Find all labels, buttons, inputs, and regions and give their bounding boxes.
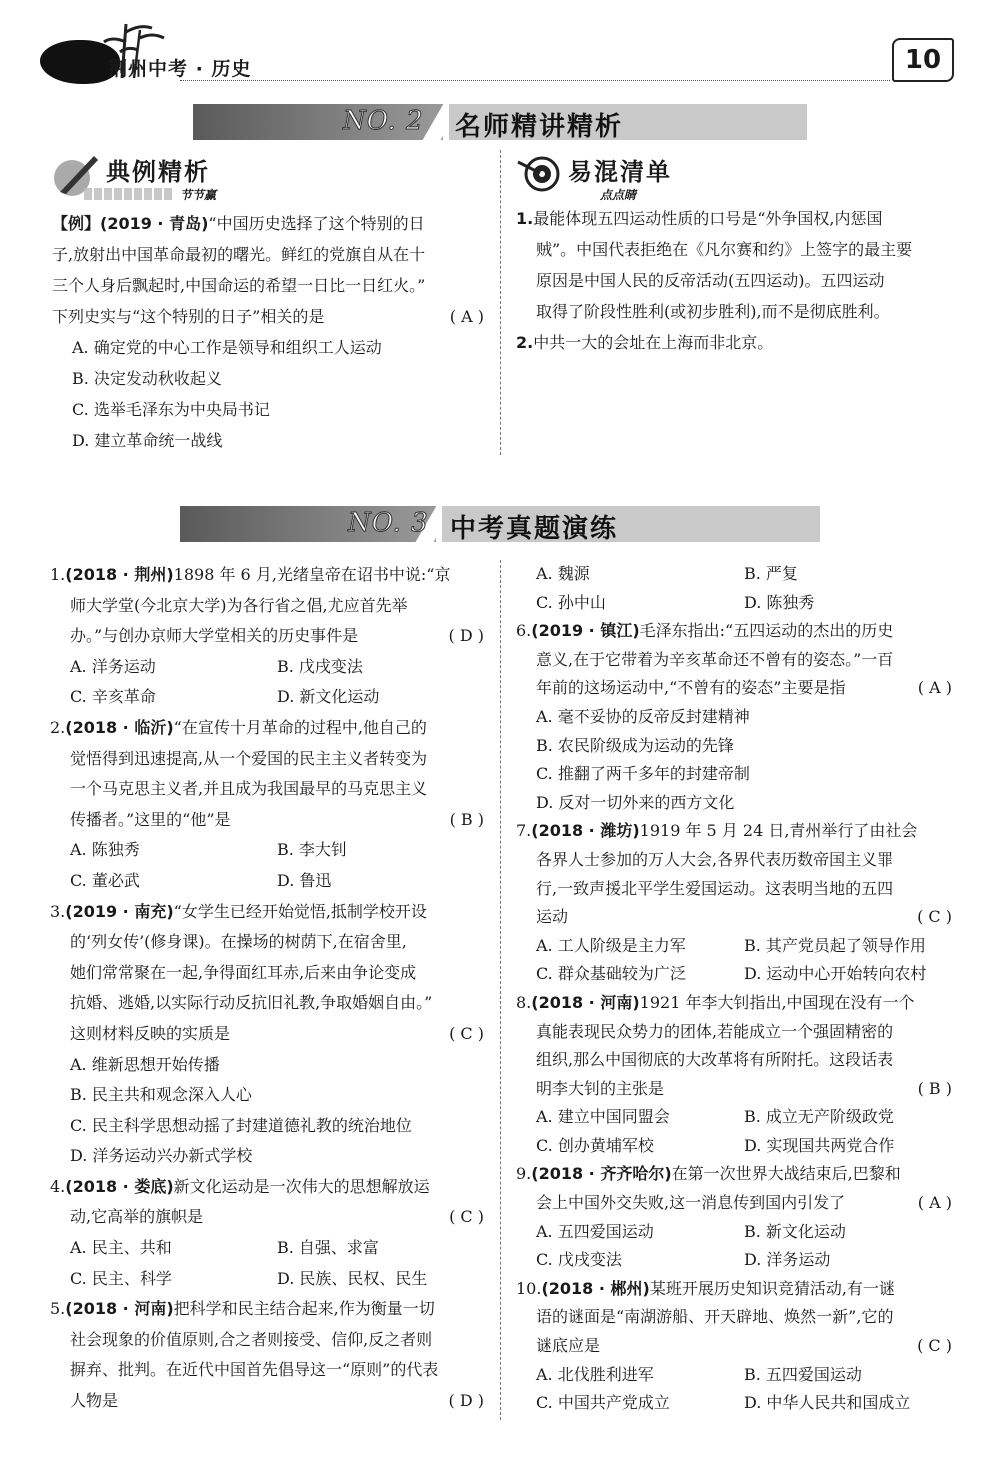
example-line: 三个人身后飘起时,中国命运的希望一日比一日红火。” (52, 276, 426, 295)
question-source: (2018 · 临沂) (65, 717, 174, 737)
question-4 (50, 1172, 484, 1203)
question-answer: ( C ) (917, 907, 952, 927)
question-line: 一个马克思主义者,并且成为我国最早的马克思主义 (70, 779, 428, 799)
option: A. 民主、共和 (70, 1238, 172, 1258)
question-line: “在宣传十月革命的过程中,他自己的 (173, 717, 427, 737)
question-3 (50, 897, 484, 928)
option: C. 董必武 (70, 870, 140, 890)
option: D. 民族、民权、民生 (277, 1268, 428, 1288)
example-option: D. 建立革命统一战线 (72, 431, 223, 450)
sub-title-example: 典例精析 (106, 158, 210, 186)
question-line: 动,它高举的旗帜是 (70, 1207, 204, 1227)
option: D. 洋务运动兴办新式学校 (70, 1146, 253, 1166)
example-line: 子,放射出中国革命最初的曙光。鲜红的党旗自从在十 (52, 245, 426, 264)
option: B. 严复 (744, 564, 798, 583)
column-divider (500, 150, 501, 455)
option: A. 建立中国同盟会 (536, 1107, 670, 1127)
question-5 (50, 1294, 484, 1325)
question-line: “女学生已经开始觉悟,抵制学校开设 (173, 901, 427, 921)
question-line: 语的谜面是“南湖游船、开天辟地、焕然一新”,它的 (536, 1307, 894, 1327)
question-line: 把科学和民主结合起来,作为衡量一切 (173, 1299, 435, 1319)
option: B. 自强、求富 (277, 1238, 379, 1258)
question-number: 5. (50, 1299, 66, 1319)
page-header (40, 20, 960, 90)
section-number: NO. 2 (343, 106, 424, 136)
option: C. 孙中山 (536, 592, 606, 612)
question-number: 6. (516, 621, 532, 641)
question-line: 各界人士参加的万人大会,各界代表历数帝国主义罪 (536, 849, 894, 869)
note-line: 中共一大的会址在上海而非北京。 (533, 333, 774, 352)
option: D. 中华人民共和国成立 (744, 1393, 911, 1413)
question-6 (516, 617, 952, 646)
question-line: 1898 年 6 月,光绪皇帝在诏书中说:“京 (173, 565, 451, 584)
question-answer: ( C ) (449, 1023, 484, 1043)
option: B. 成立无产阶级政党 (744, 1107, 894, 1127)
question-1 (50, 560, 484, 591)
question-line: 年前的这场运动中,“不曾有的姿态”主要是指 (536, 678, 846, 698)
question-answer: ( A ) (917, 678, 952, 698)
question-number: 10. (516, 1278, 542, 1298)
option: D. 陈独秀 (744, 592, 815, 612)
question-line: 某班开展历史知识竞猜活动,有一谜 (649, 1278, 895, 1298)
question-line: 新文化运动是一次伟大的思想解放运 (173, 1176, 430, 1196)
example-option: B. 决定发动秋收起义 (72, 369, 222, 388)
option: B. 新文化运动 (744, 1221, 846, 1241)
question-line: 会上中国外交失败,这一消息传到国内引发了 (536, 1193, 846, 1213)
sub-title-notes: 易混清单 (568, 158, 672, 186)
option: D. 新文化运动 (277, 687, 380, 707)
question-answer: ( B ) (449, 809, 484, 829)
option: B. 五四爱国运动 (744, 1364, 862, 1384)
question-line: 摒弃、批判。在近代中国首先倡导这一“原则”的代表 (70, 1360, 439, 1380)
question-8 (516, 989, 952, 1018)
question-line: 1921 年李大钊指出,中国现在没有一个 (639, 992, 915, 1012)
option: D. 鲁迅 (277, 870, 332, 890)
series-title: 荆州中考 · 历史 (108, 58, 252, 80)
option: B. 其产党员起了领导作用 (744, 935, 926, 955)
question-line: 1919 年 5 月 24 日,青州举行了由社会 (639, 821, 918, 841)
section-title: 名师精讲精析 (455, 112, 624, 142)
option: C. 辛亥革命 (70, 687, 156, 707)
question-line: 行,一致声援北平学生爱国运动。这表明当地的五四 (536, 878, 894, 898)
question-answer: ( A ) (917, 1193, 952, 1213)
question-line: 师大学堂(今北京大学)为各行省之倡,尤应首先举 (70, 595, 408, 615)
option: A. 洋务运动 (70, 656, 156, 676)
example-option: C. 选举毛泽东为中央局书记 (72, 400, 270, 419)
questions-right (516, 560, 952, 1418)
question-source: (2018 · 郴州) (541, 1278, 650, 1298)
option: A. 毫不妥协的反帝反封建精神 (536, 706, 750, 726)
question-answer: ( D ) (448, 626, 484, 646)
question-source: (2019 · 镇江) (531, 621, 640, 641)
option: D. 实现国共两党合作 (744, 1135, 895, 1155)
sub-tag-notes: 点点睛 (600, 188, 637, 202)
question-line: 传播者。”这里的“他”是 (70, 809, 231, 829)
question-7 (516, 817, 952, 846)
question-line: 觉悟得到迅速提高,从一个爱国的民主主义者转变为 (70, 748, 428, 768)
question-line: 明李大钊的主张是 (536, 1078, 665, 1098)
notes-list (516, 203, 952, 358)
note-line: 最能体现五四运动性质的口号是“外争国权,内惩国 (533, 209, 883, 228)
option: C. 群众基础较为广泛 (536, 964, 686, 984)
option: B. 农民阶级成为运动的先锋 (536, 735, 734, 755)
option: A. 魏源 (536, 564, 590, 583)
question-number: 1. (50, 565, 66, 584)
question-source: (2018 · 河南) (65, 1299, 174, 1319)
option: A. 五四爱国运动 (536, 1221, 654, 1241)
option: B. 李大钊 (277, 840, 347, 860)
question-source: (2018 · 河南) (531, 992, 640, 1012)
question-number: 8. (516, 992, 532, 1012)
note-line: 原因是中国人民的反帝活动(五四运动)。五四运动 (536, 271, 885, 290)
question-9 (516, 1160, 952, 1189)
option: C. 戊戌变法 (536, 1250, 622, 1270)
question-source: (2018 · 娄底) (65, 1176, 174, 1196)
question-answer: ( B ) (917, 1078, 952, 1098)
example-source: (2019 · 青岛) (100, 214, 209, 233)
example-answer: ( A ) (449, 307, 484, 326)
question-line: 她们常常聚在一起,争得面红耳赤,后来由争论变成 (70, 962, 417, 982)
example-question (52, 208, 484, 456)
example-tag: 【例】 (52, 214, 101, 233)
question-source: (2019 · 南充) (65, 901, 174, 921)
note-number: 1. (516, 209, 534, 228)
column-divider (500, 560, 501, 1420)
page-number: 10 (892, 38, 954, 82)
decor-bars (84, 188, 174, 200)
section-number: NO. 3 (348, 508, 429, 538)
question-answer: ( C ) (917, 1336, 952, 1356)
section-banner-2 (193, 104, 807, 140)
option: A. 维新思想开始传播 (70, 1054, 220, 1074)
question-10 (516, 1275, 952, 1304)
question-line: 在第一次世界大战结束后,巴黎和 (671, 1164, 901, 1184)
question-answer: ( C ) (449, 1207, 484, 1227)
header-divider (180, 80, 890, 81)
option: D. 运动中心开始转向农村 (744, 964, 927, 984)
note-line: 贼”。中国代表拒绝在《凡尔赛和约》上签字的最主要 (536, 240, 913, 259)
example-line: “中国历史选择了这个特别的日 (208, 214, 425, 233)
option: C. 民主科学思想动摇了封建道德礼教的统治地位 (70, 1115, 412, 1135)
question-source: (2018 · 齐齐哈尔) (531, 1164, 672, 1184)
question-line: 办。”与创办京师大学堂相关的历史事件是 (70, 626, 359, 646)
question-line: 社会现象的价值原则,合之者则接受、信仰,反之者则 (70, 1329, 433, 1349)
question-2 (50, 713, 484, 744)
question-number: 2. (50, 717, 66, 737)
question-number: 3. (50, 901, 66, 921)
option: C. 创办黄埔军校 (536, 1135, 654, 1155)
option: C. 中国共产党成立 (536, 1393, 670, 1413)
question-source: (2018 · 潍坊) (531, 821, 640, 841)
option: D. 洋务运动 (744, 1250, 831, 1270)
option: A. 北伐胜利进军 (536, 1364, 654, 1384)
note-number: 2. (516, 333, 534, 352)
option: B. 戊戌变法 (277, 656, 363, 676)
question-line: 意义,在于它带着为辛亥革命还不曾有的姿态。”一百 (536, 649, 894, 669)
question-answer: ( D ) (448, 1391, 484, 1411)
example-line: 下列史实与“这个特别的日子”相关的是 (52, 307, 325, 326)
question-number: 4. (50, 1176, 66, 1196)
question-line: 运动 (536, 907, 569, 927)
question-line: 谜底应是 (536, 1336, 601, 1356)
example-option: A. 确定党的中心工作是领导和组织工人运动 (72, 338, 382, 357)
question-line: 组织,那么中国彻底的大改革将有所附托。这段话表 (536, 1050, 894, 1070)
option: B. 民主共和观念深入人心 (70, 1085, 252, 1105)
question-line: 真能表现民众势力的团体,若能成立一个强固精密的 (536, 1021, 894, 1041)
option: D. 反对一切外来的西方文化 (536, 792, 735, 812)
section-title: 中考真题演练 (450, 514, 619, 544)
question-line: 毛泽东指出:“五四运动的杰出的历史 (639, 621, 894, 641)
option: A. 陈独秀 (70, 840, 140, 860)
question-number: 7. (516, 821, 532, 841)
question-number: 9. (516, 1164, 532, 1184)
note-line: 取得了阶段性胜利(或初步胜利),而不是彻底胜利。 (536, 302, 890, 321)
question-line: 人物是 (70, 1391, 119, 1411)
option: A. 工人阶级是主力军 (536, 935, 686, 955)
section-banner-3 (180, 506, 820, 542)
option: C. 推翻了两千多年的封建帝制 (536, 764, 750, 784)
question-line: 的‘列女传’(修身课)。在操场的树荫下,在宿舍里, (70, 932, 407, 952)
questions-left (50, 560, 484, 1417)
question-line: 抗婚、逃婚,以实际行动反抗旧礼教,争取婚姻自由。” (70, 993, 433, 1013)
target-icon (516, 152, 562, 196)
question-source: (2018 · 荆州) (65, 565, 174, 584)
option: C. 民主、科学 (70, 1268, 172, 1288)
sub-tag-example: 节节赢 (180, 188, 217, 202)
question-line: 这则材料反映的实质是 (70, 1023, 231, 1043)
